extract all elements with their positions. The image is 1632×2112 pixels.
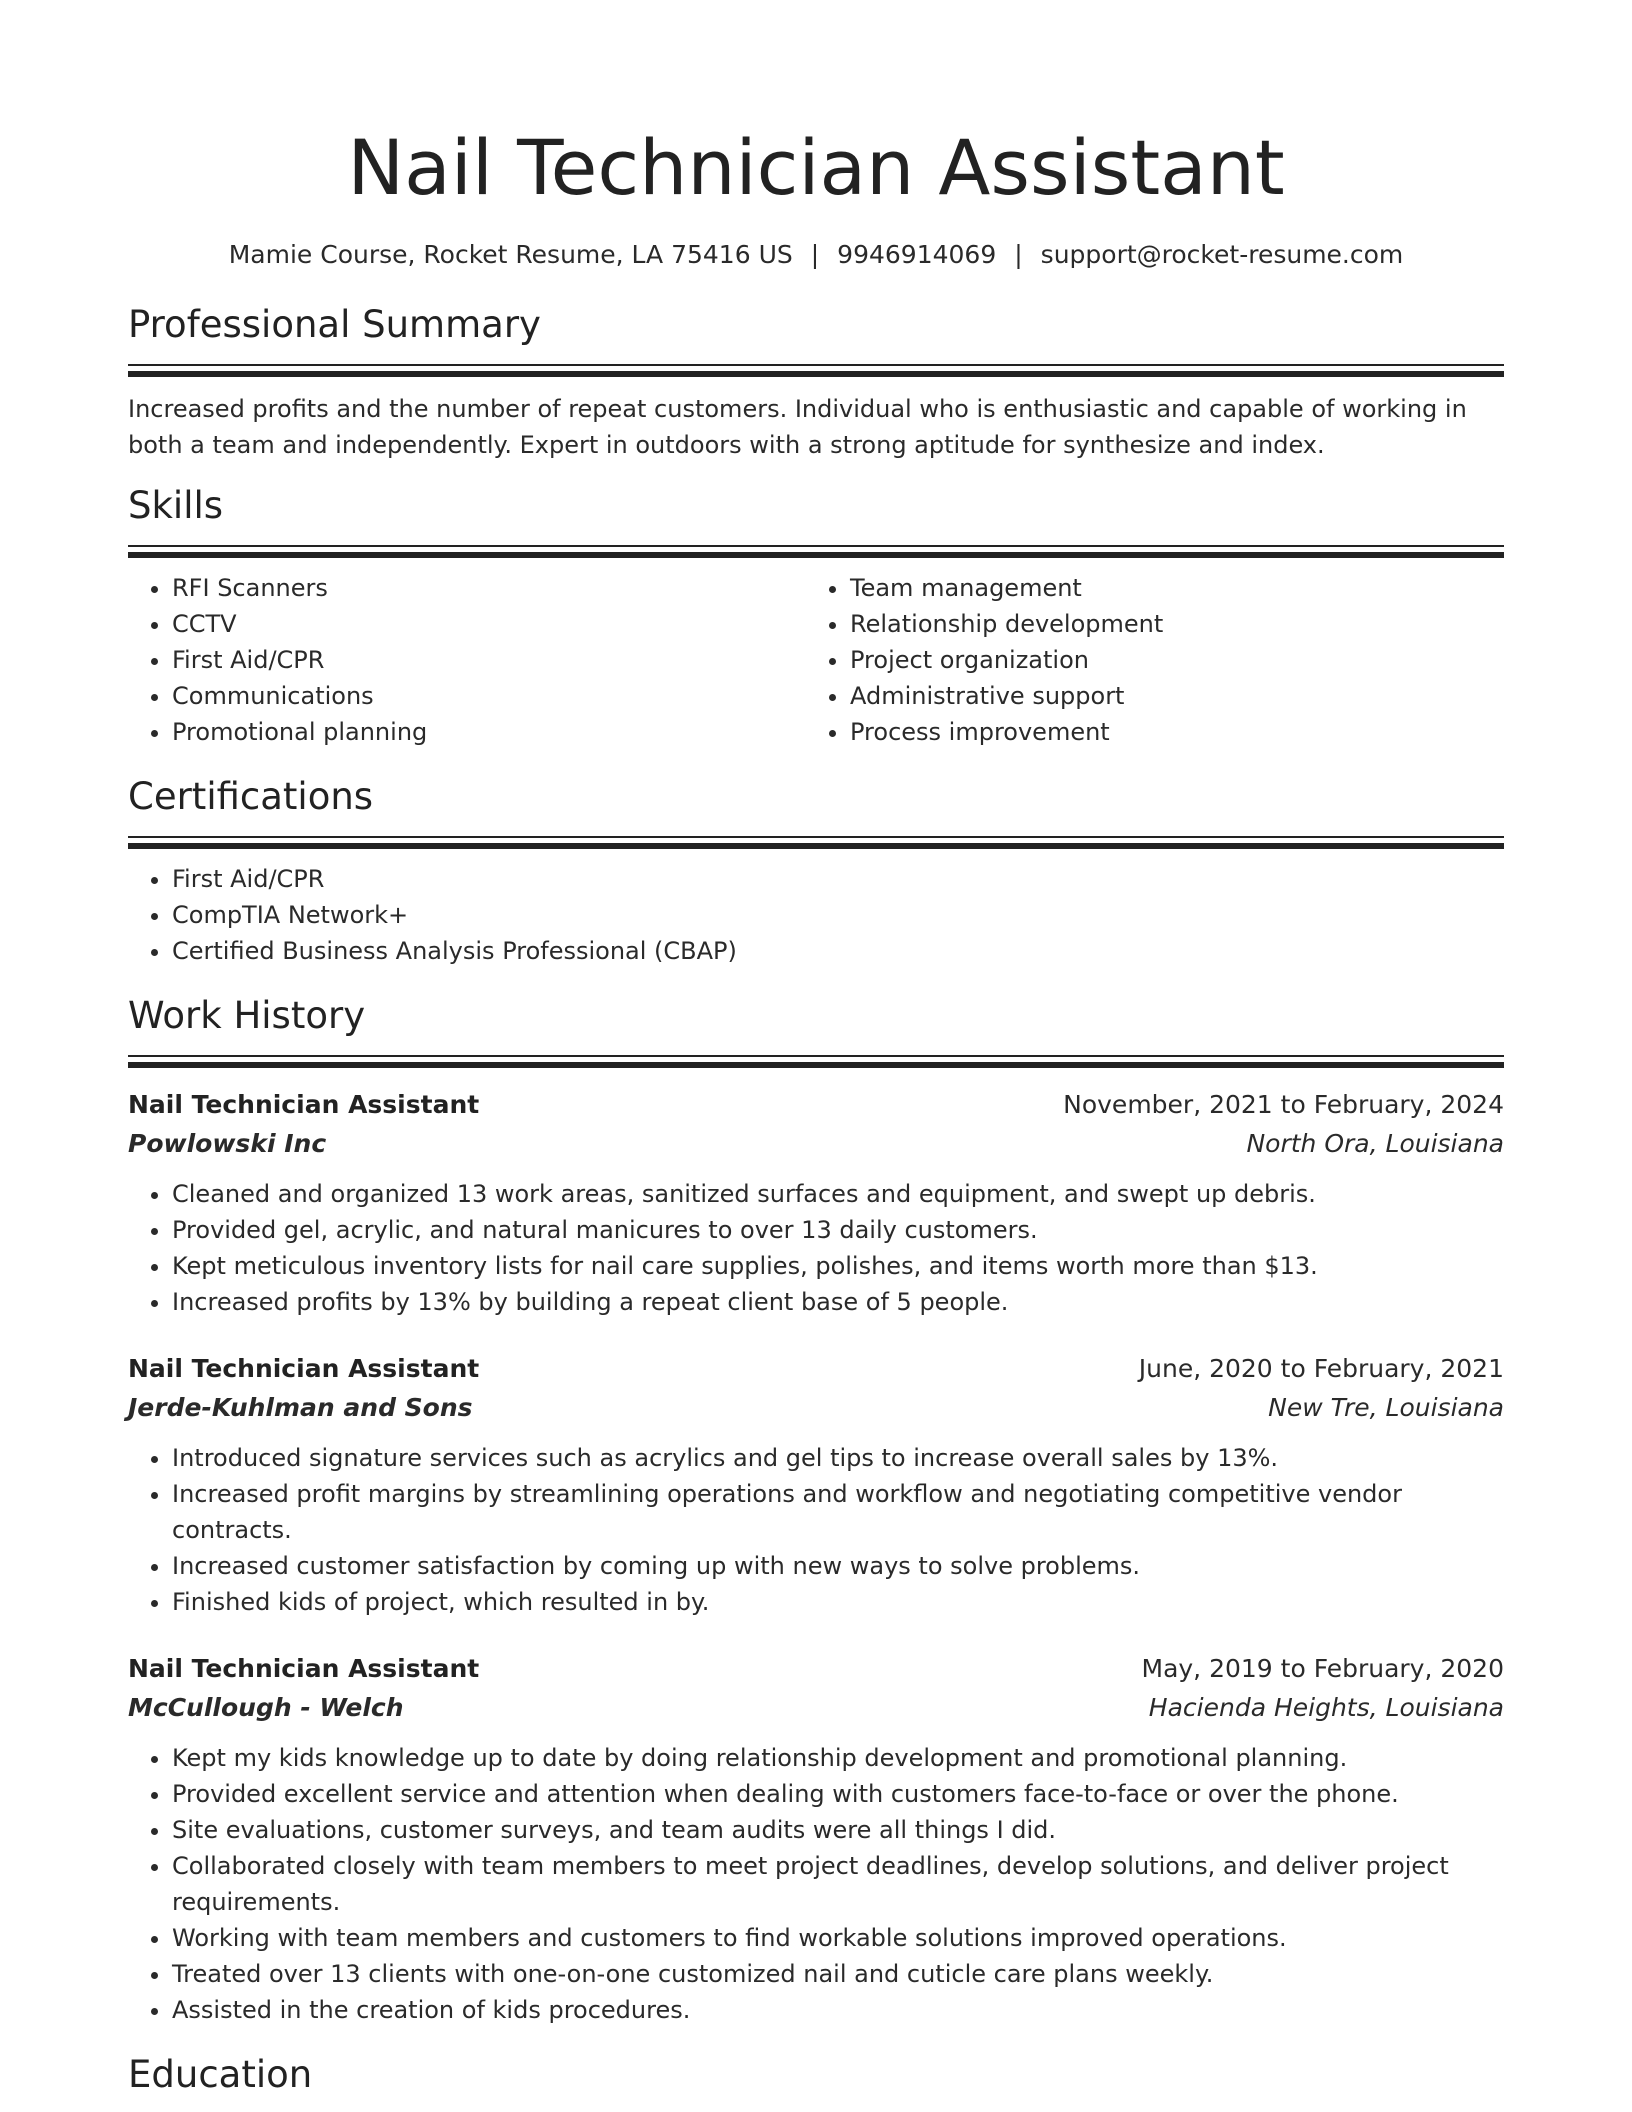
job-duty-item: • Working with team members and customers to find workable solutions improved operations. xyxy=(172,1920,1504,1956)
certification-item: • Certified Business Analysis Professional (CBAP) xyxy=(172,933,1504,969)
job-duties-list xyxy=(128,1176,1504,1320)
skill-item: • CCTV xyxy=(172,606,806,642)
job-entry xyxy=(128,1350,1504,1620)
summary-section xyxy=(128,302,1504,463)
skill-item: • First Aid/CPR xyxy=(172,642,806,678)
job-duty-item: • Provided gel, acrylic, and natural manicures to over 13 daily customers. xyxy=(172,1212,1504,1248)
skills-heading: Skills xyxy=(128,484,224,527)
job-dates: May, 2019 to February, 2020 xyxy=(1141,1654,1504,1683)
certification-item: • CompTIA Network+ xyxy=(172,897,1504,933)
job-duty-item: • Increased customer satisfaction by coming up with new ways to solve problems. xyxy=(172,1548,1504,1584)
skills-section xyxy=(128,483,1504,750)
job-duty-item: • Kept meticulous inventory lists for nail care supplies, polishes, and items worth more than $13. xyxy=(172,1248,1504,1284)
skills-list-left xyxy=(128,570,806,750)
job-header-row xyxy=(128,1650,1504,1688)
work-history-section xyxy=(128,993,1504,2028)
certification-item: • First Aid/CPR xyxy=(172,861,1504,897)
job-company-row xyxy=(128,1388,1504,1428)
job-company-row xyxy=(128,1124,1504,1164)
job-duty-item: • Collaborated closely with team members to meet project deadlines, develop solutions, and deliver project requirements. xyxy=(172,1848,1504,1920)
skill-item: • Promotional planning xyxy=(172,714,806,750)
section-divider-thick xyxy=(128,1062,1504,1068)
job-duty-item: • Provided excellent service and attention when dealing with customers face-to-face or over the phone. xyxy=(172,1776,1504,1812)
section-divider xyxy=(128,1055,1504,1057)
education-section xyxy=(128,2052,1504,2098)
skill-item: • Process improvement xyxy=(850,714,1484,750)
contact-phone: 9946914069 xyxy=(837,240,997,269)
contact-separator: | xyxy=(810,240,820,269)
job-duty-item: • Finished kids of project, which resulted in by. xyxy=(172,1584,1504,1620)
contact-separator: | xyxy=(1014,240,1023,269)
education-heading: Education xyxy=(128,2053,313,2096)
job-duty-item: • Increased profits by 13% by building a repeat client base of 5 people. xyxy=(172,1284,1504,1320)
job-dates: November, 2021 to February, 2024 xyxy=(1063,1090,1504,1119)
skill-item: • Relationship development xyxy=(850,606,1484,642)
skills-grid xyxy=(128,570,1504,750)
job-duty-item: • Cleaned and organized 13 work areas, sanitized surfaces and equipment, and swept up debris. xyxy=(172,1176,1504,1212)
job-entry xyxy=(128,1650,1504,2028)
job-duties-list xyxy=(128,1440,1504,1620)
summary-heading: Professional Summary xyxy=(128,303,541,346)
certifications-heading: Certifications xyxy=(128,775,374,818)
skills-list-right xyxy=(806,570,1484,750)
contact-line xyxy=(128,238,1504,272)
job-duty-item: • Kept my kids knowledge up to date by doing relationship development and promotional planning. xyxy=(172,1740,1504,1776)
job-duty-item: • Introduced signature services such as acrylics and gel tips to increase overall sales by 13%. xyxy=(172,1440,1504,1476)
section-divider xyxy=(128,364,1504,366)
section-divider-thick xyxy=(128,843,1504,849)
skill-item: • Team management xyxy=(850,570,1484,606)
job-location: Hacienda Heights, Louisiana xyxy=(1148,1693,1504,1722)
skill-item: • Communications xyxy=(172,678,806,714)
skill-item: • RFI Scanners xyxy=(172,570,806,606)
job-duty-item: • Increased profit margins by streamlining operations and workflow and negotiating competitive vendor contracts. xyxy=(172,1476,1504,1548)
job-header-row xyxy=(128,1086,1504,1124)
certifications-section xyxy=(128,774,1504,969)
job-company-row xyxy=(128,1688,1504,1728)
job-title: Nail Technician Assistant xyxy=(128,1354,480,1383)
job-company: McCullough - Welch xyxy=(128,1693,404,1722)
job-location: New Tre, Louisiana xyxy=(1268,1393,1504,1422)
job-title: Nail Technician Assistant xyxy=(128,1654,480,1683)
section-divider xyxy=(128,545,1504,547)
job-company: Jerde-Kuhlman and Sons xyxy=(128,1393,473,1422)
job-entry xyxy=(128,1086,1504,1320)
skills-column-left xyxy=(128,570,806,750)
job-title: Nail Technician Assistant xyxy=(128,1090,480,1119)
job-duties-list xyxy=(128,1740,1504,2028)
skill-item: • Administrative support xyxy=(850,678,1484,714)
job-header-row xyxy=(128,1350,1504,1388)
section-divider-thick xyxy=(128,371,1504,377)
skill-item: • Project organization xyxy=(850,642,1484,678)
job-duty-item: • Assisted in the creation of kids procedures. xyxy=(172,1992,1504,2028)
contact-email: support@rocket-resume.com xyxy=(1040,240,1404,269)
work-history-heading: Work History xyxy=(128,994,366,1037)
resume-page xyxy=(128,0,1504,2098)
resume-title: Nail Technician Assistant xyxy=(347,123,1285,212)
section-divider xyxy=(128,836,1504,838)
contact-address: Mamie Course, Rocket Resume, LA 75416 US xyxy=(228,240,793,269)
section-divider-thick xyxy=(128,552,1504,558)
summary-text: Increased profits and the number of repeat customers. Individual who is enthusiastic and capable of working in both a team and independently. Expert in outdoors with a strong aptitude for synthesize and index. xyxy=(128,395,1467,459)
job-location: North Ora, Louisiana xyxy=(1246,1129,1504,1158)
certifications-list xyxy=(128,861,1504,969)
job-duty-item: • Site evaluations, customer surveys, and team audits were all things I did. xyxy=(172,1812,1504,1848)
skills-column-right xyxy=(806,570,1484,750)
job-dates: June, 2020 to February, 2021 xyxy=(1138,1354,1504,1383)
job-company: Powlowski Inc xyxy=(128,1129,327,1158)
job-duty-item: • Treated over 13 clients with one-on-one customized nail and cuticle care plans weekly. xyxy=(172,1956,1504,1992)
